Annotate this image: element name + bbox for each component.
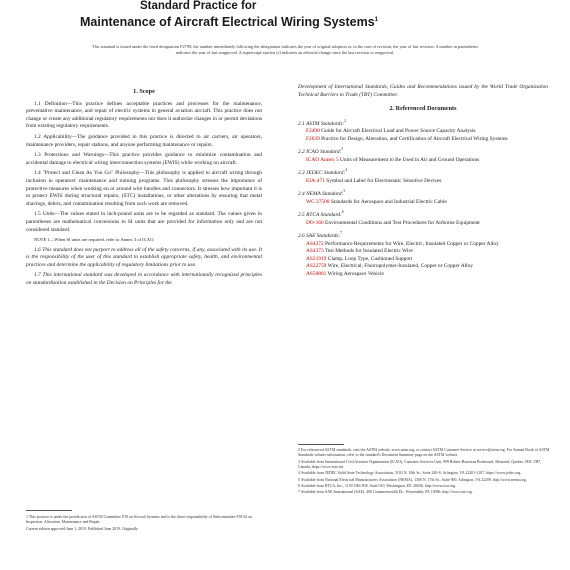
reference-code-link[interactable]: AS21919 [306,255,327,262]
reference-title: Practice for Design, Alteration, and Certification of Aircraft Electrical Wiring Systems [321,135,508,142]
scope-paragraph: 1.1 Definition—This practice defines acceptable practices and processes for the maintenance, preventative maintenance, and repair of electric systems in general aviation aircraft. This practice does not change or create any additional regulatory requirements nor does it authorize changes in or permit deviations from existing regulatory requirements. [26,100,262,130]
reference-footnote-mark: 7 [340,231,342,236]
right-footnotes [298,448,550,497]
reference-footnote-mark: 3 [341,147,344,152]
reference-group-title: 2.1 ASTM Standards: [298,120,345,127]
footnote: 5 Available from National Electrical Manufacturers Association (NEMA), 1300 N. 17th St., Suite 900, Arlington, VA 22209, http://www.nema.org. [298,477,527,482]
reference-item [306,263,548,271]
reference-code-link[interactable]: AS50881 [306,271,327,278]
reference-group-label [298,209,548,219]
reference-code-link[interactable]: EIA-471 [306,177,325,184]
footnote: 7 Available from SAE International (SAE), 400 Commonwealth Dr., Warrendale, PA 15096, http://www.sae.org. [298,490,473,495]
reference-group-title: 2.3 JEDEC Standard: [298,170,346,177]
reference-code-link[interactable]: F2490 [306,128,320,135]
scope-note: NOTE 1—When SI units are required, refer to Annex 3 of ICAO. [34,237,155,243]
reference-code-link[interactable]: DO-160 [306,219,324,226]
footnote: 2 For referenced ASTM standards, visit the ASTM website, www.astm.org, or contact ASTM Customer Service at service@astm.org. For Annual Book of ASTM Standards volume information, refer to the standard's Document Summary page on the ASTM website. [298,448,550,458]
reference-item [306,248,548,256]
reference-group-label [298,230,548,240]
reference-footnote-mark: 6 [341,210,344,215]
right-column [298,84,548,279]
reference-group-label [298,146,548,156]
reference-code-link[interactable]: AS4372 [306,240,324,247]
reference-code-link[interactable]: WC 27500 [306,198,330,205]
reference-code-link[interactable]: AS22759 [306,263,327,270]
scope-paragraph: 1.6 This standard does not purport to address all of the safety concerns, if any, associated with its use. It is the responsibility of the user of this standard to establish appropriate safety, health, and environmental practices and determine the applicability of regulatory limitations prior to use. [26,246,262,268]
reference-group-title: 2.4 NEMA Standard: [298,191,344,198]
footnote: Current edition approved June 1, 2019. Published June 2019. Originally [26,526,138,531]
title-line-1: Standard Practice for [140,0,257,12]
reference-title: Standards for Aerospace and Industrial Electric Cable [330,198,447,205]
scope-paragraph: 1.4 "Protect and Clean As You Go" Philosophy—This philosophy is applied to aircraft wiring through inclusion in operators' maintenance and training programs. This philosophy stresses the importance of protective measures when working on or around wire bundles and connectors. It stresses how important it is to protect EWIS during structural repairs, (STC) installations, or other alterations by ensuring that metal shavings, debris, and contamination resulting from such work are removed. [26,170,262,207]
left-column [26,88,262,290]
reference-item [306,128,548,136]
reference-title: Symbol and Label for Electrostatic Sensitive Devices [326,177,442,184]
reference-group-label [298,188,548,198]
reference-group-title: 2.5 RTCA Standard: [298,212,342,219]
reference-item [306,271,548,279]
left-footnotes [26,515,262,533]
reference-footnote-mark: 4 [345,168,348,173]
reference-group-label [298,118,548,128]
scope-heading: 1. Scope [133,88,155,95]
reference-title: Wiring Aerospace Vehicle [327,271,384,278]
footnote-divider [26,510,72,511]
designation-notice: This standard is issued under the fixed designation F2799; the number immediately following the designation indicates the year of original adoption or, in the case of revision, the year of last revision. A number in parentheses indicates the year of last reapproval. A superscript epsilon (ε) indicates an editorial change since the last revision or reapproval. [92,44,478,55]
footnote: 1 This practice is under the jurisdiction of ASTM Committee F39 on Aircraft Systems and is the direct responsibility of Subcommittee F39.02 on Inspection, Alteration, Maintenance and Repair. [26,515,253,525]
footnote: 3 Available from International Civil Aviation Organization (ICAO), Customer Services Unit, 999 Robert-Bourassa Boulevard, Montreal, Quebec, H3C 5H7, Canada, https://www.icao.int. [298,459,542,469]
reference-item [306,220,548,228]
reference-item [306,157,548,165]
scope-continuation: Development of International Standards, Guides and Recommendations issued by the World Trade Organization Technical Barriers to Trade (TBT) Committee. [298,84,548,98]
footnote: 4 Available from JEDEC Solid State Technology Association, 3103 N. 10th St., Suite 240-S, Arlington, VA 22201-2107, https://www.jedec.org. [298,471,522,476]
reference-group-label [298,167,548,177]
reference-title: Environmental Conditions and Test Procedures for Airborne Equipment [325,219,480,226]
footnote-divider [298,444,344,445]
title-text: Maintenance of Aircraft Electrical Wiring Systems [80,15,375,30]
reference-footnote-mark: 2 [344,118,347,123]
scope-paragraph: 1.2 Applicability—The guidance provided in this practice is directed to air carriers, air operators, maintenance providers, repair stations, and anyone performing maintenance or repairs. [26,133,262,148]
reference-title: Performance Requirements for Wire, Electric, Insulated Copper or Copper Alloy [325,240,499,247]
reference-code-link[interactable]: AS4373 [306,248,324,255]
scope-paragraph: 1.3 Protections and Warnings—This practice provides guidance to minimize contamination and accidental damage to electrical wiring interconnection systems (EWIS) while working on aircraft. [26,152,262,166]
reference-item [306,136,548,144]
reference-group-title: 2.2 ICAO Standard: [298,149,342,156]
referenced-documents-list [298,118,548,279]
reference-footnote-mark: 5 [343,189,346,194]
reference-title: Clamp, Loop Type, Cushioned Support [327,255,413,262]
footnote: 6 Available from RTCA, Inc., 1150 18th NW, Suite 910, Washington, DC 20036, http://www.rtca.org. [298,483,457,488]
scope-paragraph: 1.7 This international standard was developed in accordance with internationally recognized principles on standardization established in the Decision on Principles for the [26,272,262,286]
reference-item [306,178,548,186]
reference-code-link[interactable]: F2639 [306,135,320,142]
reference-title: Test Methods for Insulated Electric Wire [324,248,413,255]
reference-group-title: 2.6 SAE Standards: [298,233,341,240]
reference-title: Wire, Electrical, Fluoropolymer-Insulated, Copper or Copper Alloy [327,263,473,270]
title-footnote-mark: 1 [374,17,378,23]
reference-code-link[interactable]: ICAO Annex 5 [306,156,339,163]
scope-paragraph: 1.5 Units—The values stated in inch-pound units are to be regarded as standard. The values given in parentheses are mathematical conversions to SI units that are provided for information only and are not considered standard. [26,211,262,233]
reference-title: Guide for Aircraft Electrical Load and Power Source Capacity Analysis [321,128,476,135]
reference-item [306,199,548,207]
reference-title: Units of Measurement to Be Used in Air and Ground Operations [340,156,480,163]
title-line-2 [80,13,500,29]
referenced-documents-heading: 2. Referenced Documents [389,105,457,113]
reference-item [306,256,548,264]
document-title [80,0,500,29]
